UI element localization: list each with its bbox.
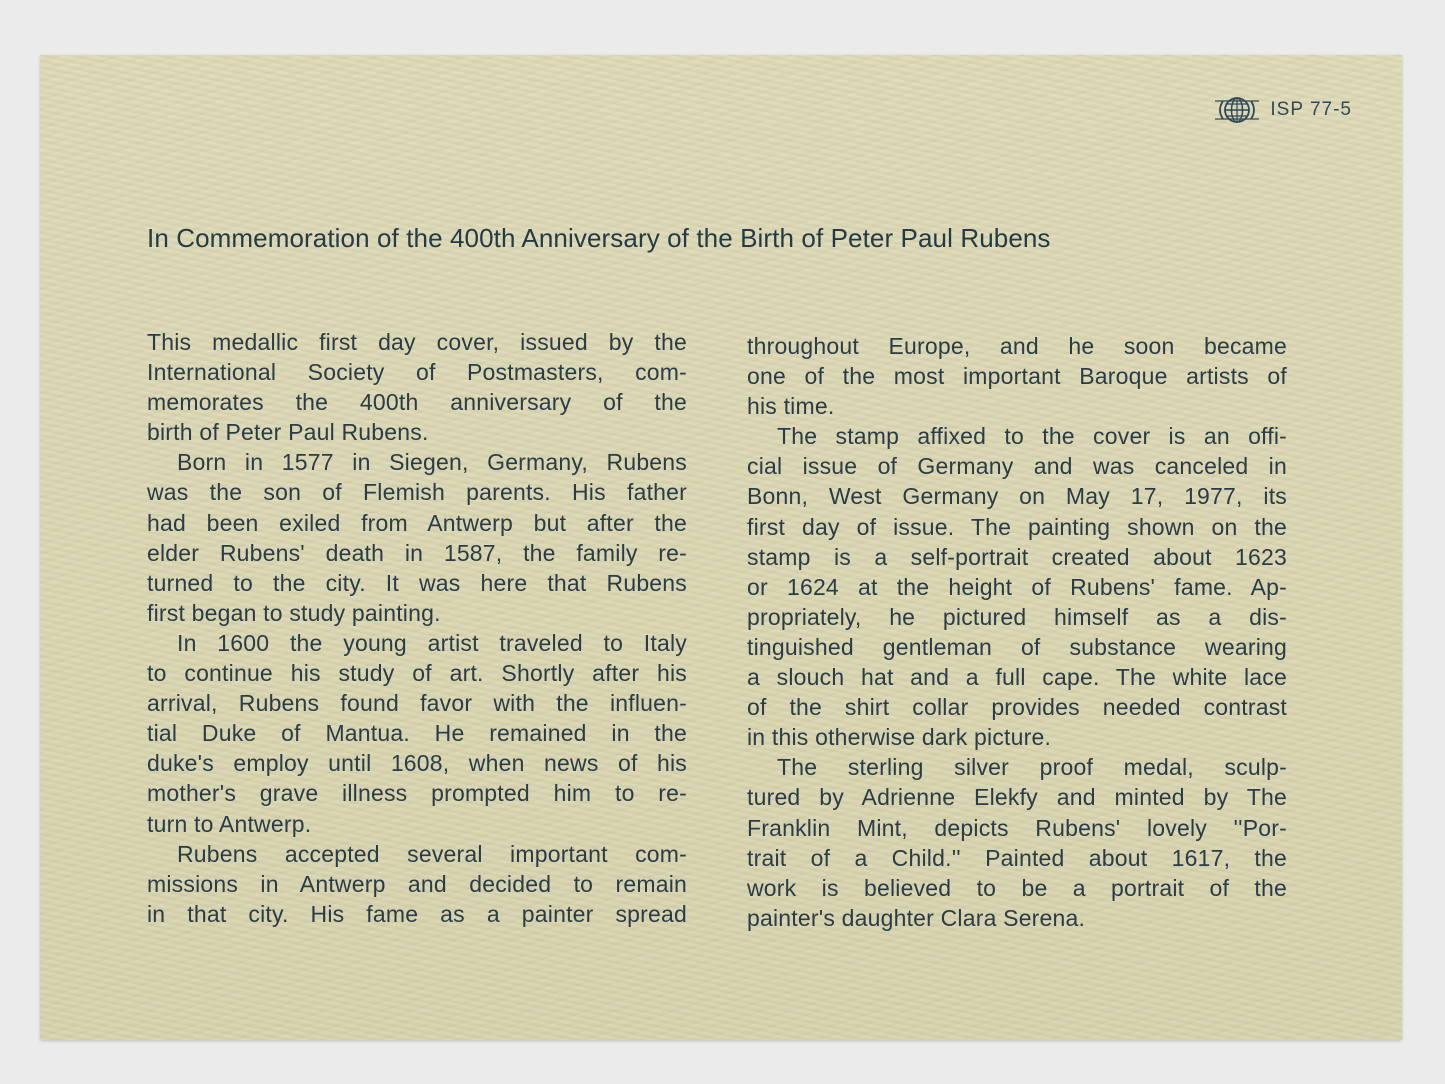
text-line: The sterling silver proof medal, sculp- (777, 754, 1287, 781)
text-line: This medallic first day cover, issued by the (147, 329, 687, 355)
text-line: International Society of Postmasters, com- (147, 359, 687, 386)
globe-emblem-icon (1214, 95, 1260, 125)
text-line: missions in Antwerp and decided to remain (147, 870, 687, 897)
text-line: elder Rubens' death in 1587, the family re- (147, 539, 687, 566)
text-line: Bonn, West Germany on May 17, 1977, its (747, 483, 1287, 510)
text-column-left (147, 327, 687, 929)
text-line: throughout Europe, and he soon became (747, 333, 1287, 359)
text-line: in this otherwise dark picture. (747, 724, 1052, 751)
text-line: turn to Antwerp. (147, 810, 312, 837)
text-line: tial Duke of Mantua. He remained in the (147, 720, 687, 747)
text-line: first day of issue. The painting shown on the (747, 513, 1287, 540)
text-column-right (747, 331, 1287, 933)
text-line: mother's grave illness prompted him to re- (147, 780, 687, 807)
text-line: turned to the city. It was here that Rubens (147, 569, 687, 596)
text-line: Rubens accepted several important com- (177, 840, 687, 867)
text-line: painter's daughter Clara Serena. (747, 904, 1086, 931)
text-line: memorates the 400th anniversary of the (147, 389, 687, 416)
text-line: his time. (747, 393, 835, 420)
text-line: tured by Adrienne Elekfy and minted by The (747, 784, 1287, 811)
text-line: In 1600 the young artist traveled to Italy (177, 629, 687, 656)
text-line: The stamp affixed to the cover is an offi- (777, 423, 1287, 450)
text-line: propriately, he pictured himself as a dis- (747, 603, 1287, 630)
text-line: duke's employ until 1608, when news of his (147, 750, 687, 777)
text-line: one of the most important Baroque artists of (747, 363, 1287, 390)
text-line: or 1624 at the height of Rubens' fame. Ap- (747, 573, 1287, 600)
text-line: was the son of Flemish parents. His father (147, 479, 687, 506)
text-line: had been exiled from Antwerp but after the (147, 509, 687, 536)
text-line: tinguished gentleman of substance wearing (747, 633, 1287, 660)
text-line: a slouch hat and a full cape. The white lace (747, 664, 1287, 691)
text-line: Born in 1577 in Siegen, Germany, Rubens (177, 449, 687, 476)
cover-insert-card (40, 55, 1402, 1040)
card-title: In Commemoration of the 400th Anniversary of the Birth of Peter Paul Rubens (147, 223, 1051, 253)
text-line: arrival, Rubens found favor with the influen- (147, 690, 687, 717)
catalog-code: ISP 77-5 (1270, 99, 1352, 120)
text-line: cial issue of Germany and was canceled in (747, 453, 1287, 480)
text-line: birth of Peter Paul Rubens. (147, 419, 429, 446)
catalog-code-block (1214, 95, 1352, 125)
text-line: trait of a Child.'' Painted about 1617, the (747, 844, 1287, 871)
text-line: Franklin Mint, depicts Rubens' lovely ''Por- (747, 814, 1287, 841)
text-line: work is believed to be a portrait of the (747, 874, 1287, 901)
text-line: first began to study painting. (147, 599, 441, 626)
text-line: in that city. His fame as a painter spread (147, 900, 687, 927)
text-line: to continue his study of art. Shortly after his (147, 660, 687, 687)
text-line: of the shirt collar provides needed contrast (747, 694, 1287, 721)
text-line: stamp is a self-portrait created about 1623 (747, 543, 1287, 570)
